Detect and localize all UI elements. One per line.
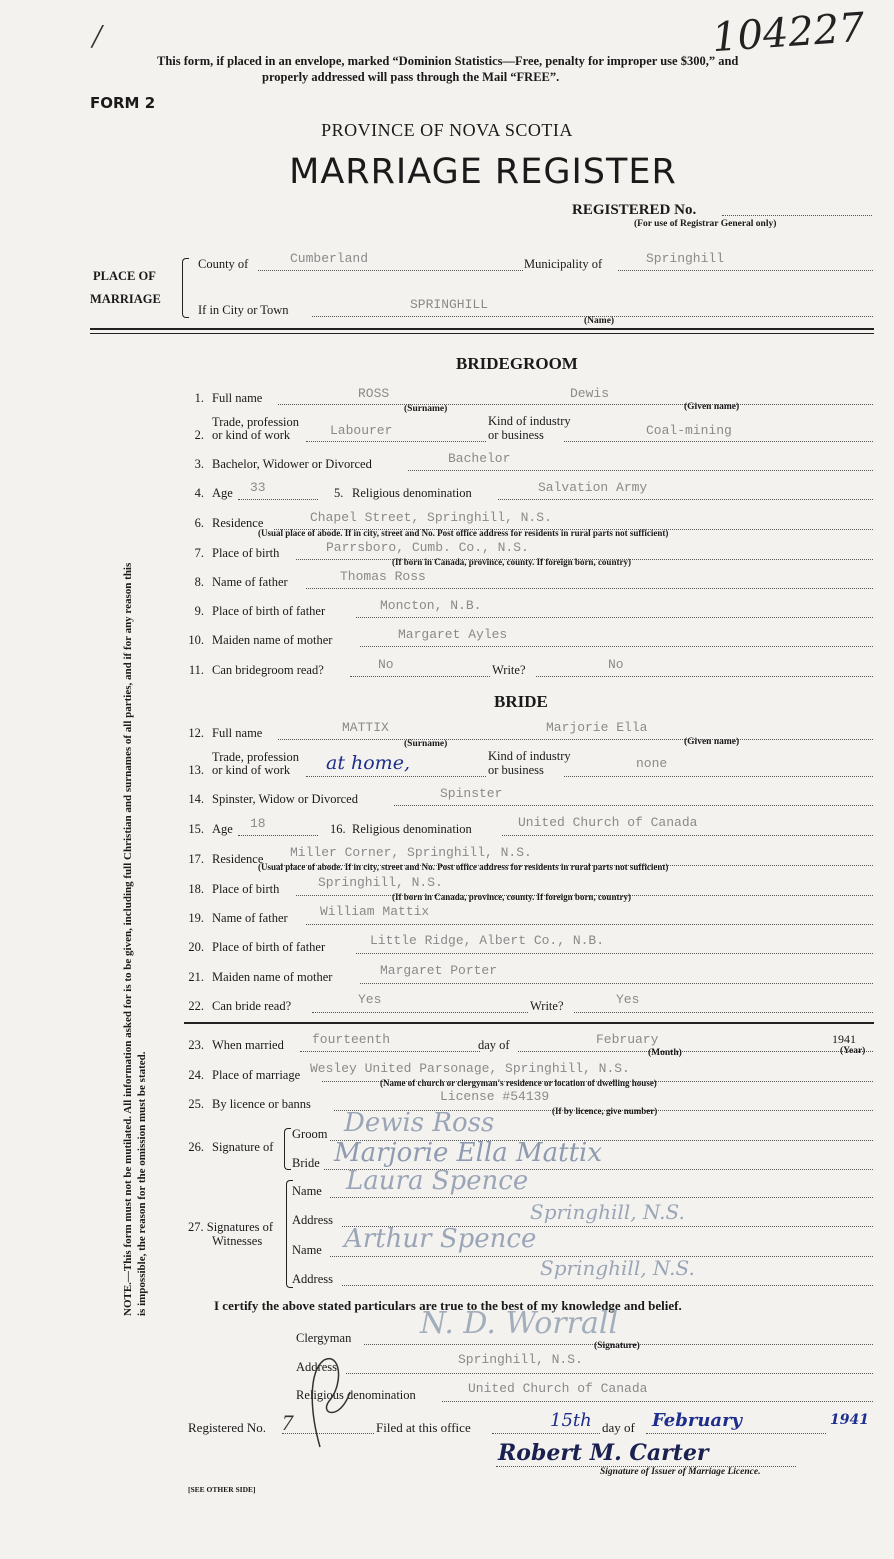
signature-note: (Signature) — [594, 1341, 640, 1351]
groom-given-name: Dewis — [570, 386, 610, 401]
witness2-name: Arthur Spence — [344, 1224, 537, 1254]
groom-birthplace-label: Place of birth — [212, 546, 280, 560]
w2-address-label: Address — [292, 1272, 333, 1286]
w1-address-label: Address — [292, 1213, 333, 1227]
municipality-value: Springhill — [646, 251, 725, 266]
groom-signature: Dewis Ross — [344, 1108, 495, 1138]
clergy-denomination: United Church of Canada — [468, 1381, 648, 1396]
marriage-month: February — [596, 1032, 659, 1047]
groom-residence-note: (Usual place of abode. If in city, street and No. Post office address for residents in rural parts not sufficient) — [258, 528, 669, 538]
witnesses-label-b: Witnesses — [212, 1234, 263, 1248]
signature-of-label: Signature of — [212, 1140, 274, 1154]
licence-label: By licence or banns — [212, 1097, 311, 1111]
marriage-day: fourteenth — [312, 1032, 391, 1047]
bride-fullname-label: Full name — [212, 726, 263, 740]
bride-signature: Marjorie Ella Mattix — [334, 1138, 603, 1168]
groom-industry: Coal-mining — [646, 423, 732, 438]
bride-father-birth-label: Place of birth of father — [212, 940, 326, 954]
bride-trade-label-b: or kind of work — [212, 763, 291, 777]
bride-surname-note: (Surname) — [404, 739, 448, 749]
city-value: SPRINGHILL — [410, 297, 489, 312]
clergy-denomination-label: Religious denomination — [296, 1388, 416, 1402]
side-note: NOTE.—This form must not be mutilated. All information asked for is to be given, including full Christian and surnames of all parties, and if for any reason this is impossible, the reason for the omission must be stated. — [122, 562, 148, 1316]
bride-trade-label-a: Trade, profession — [212, 750, 300, 764]
bride-mother: Margaret Porter — [380, 963, 498, 978]
bride-father: William Mattix — [320, 904, 430, 919]
marriage-year: 1941 — [832, 1032, 856, 1046]
groom-industry-label-a: Kind of industry — [488, 414, 571, 428]
marriage-place: Wesley United Parsonage, Springhill, N.S. — [310, 1061, 630, 1076]
marriage-place-note: (Name of church or clergyman's residence or location of dwelling house) — [380, 1078, 657, 1088]
bride-birthplace-note: (If born in Canada, province, county. If foreign born, country) — [392, 892, 631, 902]
bride-trade: at home, — [326, 752, 410, 774]
groom-birthplace-note: (If born in Canada, province, county. If foreign born, country) — [392, 557, 631, 567]
filed-month: February — [652, 1410, 743, 1431]
pencil-mark: / — [92, 18, 102, 55]
bride-read: Yes — [358, 992, 382, 1007]
bridegroom-heading: BRIDEGROOM — [456, 354, 578, 373]
form-number: FORM 2 — [90, 94, 156, 112]
groom-industry-label-b: or business — [488, 428, 544, 442]
month-note: (Month) — [648, 1048, 682, 1058]
groom-status: Bachelor — [448, 451, 511, 466]
filed-day: 15th — [550, 1410, 592, 1431]
city-label: If in City or Town — [198, 303, 289, 317]
groom-sig-label: Groom — [292, 1127, 328, 1141]
licence-note: (If by licence, give number) — [552, 1106, 658, 1116]
bride-residence-label: Residence — [212, 852, 264, 866]
groom-read-label: Can bridegroom read? — [212, 663, 324, 677]
bride-sig-label: Bride — [292, 1156, 320, 1170]
groom-birthplace: Parrsboro, Cumb. Co., N.S. — [326, 540, 529, 555]
postal-notice-line1: This form, if placed in an envelope, marked “Dominion Statistics—Free, penalty for improper use $300,” and — [157, 54, 739, 68]
bride-father-birth: Little Ridge, Albert Co., N.B. — [370, 933, 605, 948]
bride-father-label: Name of father — [212, 911, 288, 925]
bride-industry: none — [636, 756, 668, 771]
file-number: 104227 — [710, 4, 867, 62]
groom-residence: Chapel Street, Springhill, N.S. — [310, 510, 552, 525]
page-title: MARRIAGE REGISTER — [289, 152, 677, 192]
year-note: (Year) — [840, 1046, 866, 1056]
bride-religion-label: Religious denomination — [352, 822, 472, 836]
groom-mother-label: Maiden name of mother — [212, 633, 333, 647]
registered-no-label: Registered No. — [188, 1420, 266, 1435]
groom-trade-label-a: Trade, profession — [212, 415, 300, 429]
province-heading: PROVINCE OF NOVA SCOTIA — [321, 120, 573, 140]
bride-write-label: Write? — [530, 999, 564, 1013]
see-other-side: [SEE OTHER SIDE] — [188, 1485, 256, 1494]
day-of-label: day of — [478, 1038, 510, 1052]
bride-age-label: Age — [212, 822, 233, 836]
bride-given-note: (Given name) — [684, 737, 740, 747]
witness1-name: Laura Spence — [346, 1166, 529, 1196]
groom-status-label: Bachelor, Widower or Divorced — [212, 457, 372, 471]
groom-age: 33 — [250, 480, 266, 495]
county-label: County of — [198, 257, 249, 271]
bride-heading: BRIDE — [494, 692, 548, 711]
bride-read-label: Can bride read? — [212, 999, 292, 1013]
place-of-marriage-label: Place of marriage — [212, 1068, 301, 1082]
municipality-label: Municipality of — [524, 257, 603, 271]
when-married-label: When married — [212, 1038, 284, 1052]
groom-mother: Margaret Ayles — [398, 627, 508, 642]
registered-label: REGISTERED No. — [572, 202, 697, 218]
groom-trade-label-b: or kind of work — [212, 428, 291, 442]
bride-surname: MATTIX — [342, 720, 389, 735]
issuer-note: Signature of Issuer of Marriage Licence. — [600, 1467, 761, 1477]
groom-surname-note: (Surname) — [404, 404, 448, 414]
registered-note: (For use of Registrar General only) — [634, 219, 777, 229]
witness2-address: Springhill, N.S. — [540, 1256, 695, 1280]
groom-religion: Salvation Army — [538, 480, 648, 495]
groom-trade: Labourer — [330, 423, 393, 438]
groom-age-label: Age — [212, 486, 233, 500]
groom-fullname-label: Full name — [212, 391, 263, 405]
bride-given-name: Marjorie Ella — [546, 720, 648, 735]
registered-no-value: 7 — [282, 1410, 293, 1435]
groom-surname: ROSS — [358, 386, 390, 401]
filed-day-of-label: day of — [602, 1420, 635, 1435]
bride-residence: Miller Corner, Springhill, N.S. — [290, 845, 532, 860]
groom-father-label: Name of father — [212, 575, 288, 589]
bride-age: 18 — [250, 816, 266, 831]
groom-father-birth-label: Place of birth of father — [212, 604, 326, 618]
loop-pen-mark — [300, 1352, 360, 1452]
filed-label: Filed at this office — [376, 1420, 471, 1435]
bride-religion: United Church of Canada — [518, 815, 698, 830]
clergy-address-label: Address — [296, 1360, 337, 1374]
bride-industry-label-a: Kind of industry — [488, 749, 571, 763]
marriage-label: MARRIAGE — [90, 292, 161, 306]
groom-religion-label: Religious denomination — [352, 486, 472, 500]
filed-year: 1941 — [830, 1412, 869, 1428]
bride-status-label: Spinster, Widow or Divorced — [212, 792, 358, 806]
certify-statement: I certify the above stated particulars are true to the best of my knowledge and belief. — [214, 1298, 682, 1313]
bride-mother-label: Maiden name of mother — [212, 970, 333, 984]
place-of-label: PLACE OF — [93, 269, 156, 283]
groom-read: No — [378, 657, 394, 672]
groom-write: No — [608, 657, 624, 672]
clergyman-signature: N. D. Worrall — [420, 1306, 619, 1341]
bride-status: Spinster — [440, 786, 503, 801]
witness1-address: Springhill, N.S. — [530, 1200, 685, 1224]
bride-residence-note: (Usual place of abode. If in city, street and No. Post office address for residents in rural parts not sufficient) — [258, 862, 669, 872]
groom-residence-label: Residence — [212, 516, 264, 530]
groom-given-note: (Given name) — [684, 402, 740, 412]
county-value: Cumberland — [290, 251, 369, 266]
clergyman-label: Clergyman — [296, 1331, 352, 1345]
groom-write-label: Write? — [492, 663, 526, 677]
witnesses-label-a: 27. Signatures of — [188, 1220, 274, 1234]
licence-number: License #54139 — [440, 1089, 550, 1104]
clergy-address: Springhill, N.S. — [458, 1352, 583, 1367]
w1-name-label: Name — [292, 1184, 322, 1198]
w2-name-label: Name — [292, 1243, 322, 1257]
groom-father-birth: Moncton, N.B. — [380, 598, 482, 613]
bride-industry-label-b: or business — [488, 763, 544, 777]
bride-birthplace: Springhill, N.S. — [318, 875, 443, 890]
issuer-signature: Robert M. Carter — [498, 1440, 709, 1466]
postal-notice-line2: properly addressed will pass through the Mail “FREE”. — [262, 70, 560, 84]
groom-father: Thomas Ross — [340, 569, 426, 584]
bride-write: Yes — [616, 992, 640, 1007]
city-name-note: (Name) — [584, 316, 615, 326]
bride-birthplace-label: Place of birth — [212, 882, 280, 896]
